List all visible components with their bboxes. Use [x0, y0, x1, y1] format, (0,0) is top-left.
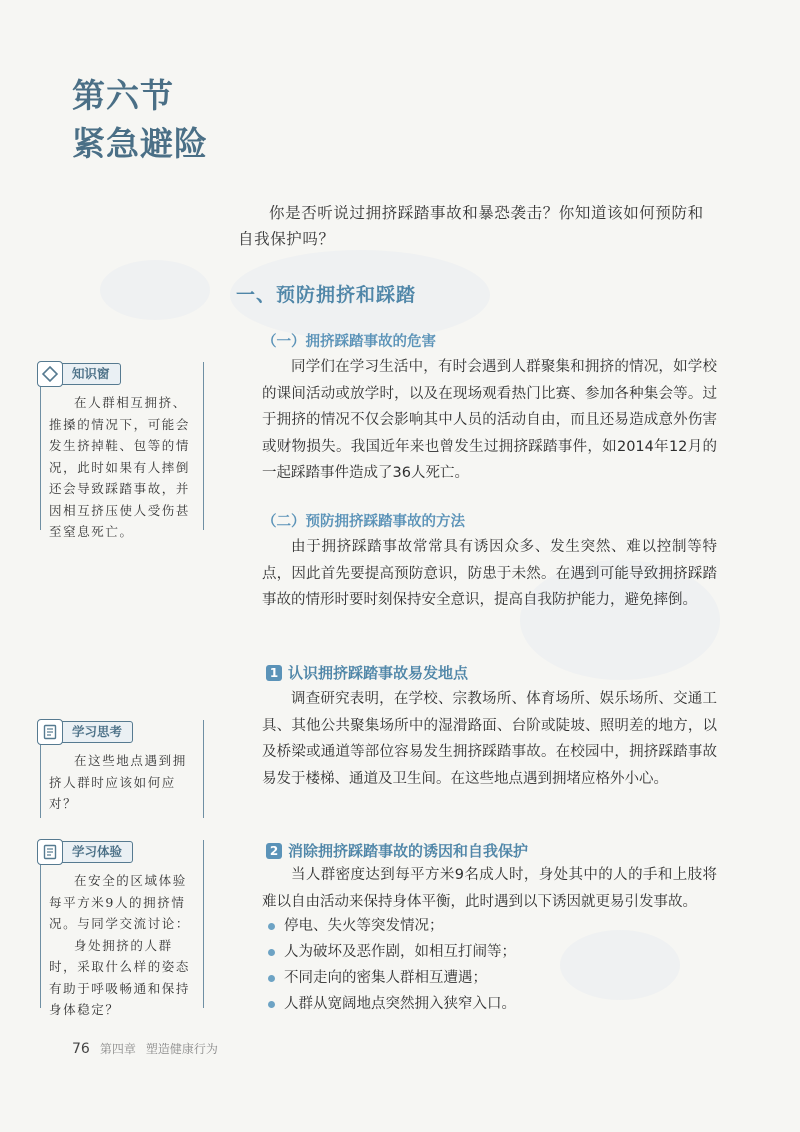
section-number: 第六节	[72, 76, 174, 115]
knowledge-box	[40, 362, 204, 539]
list-item: 停电、失火等突发情况；	[268, 913, 708, 939]
page-footer	[72, 1040, 218, 1057]
think-box-text: 在这些地点遇到拥挤人群时应该如何应对？	[49, 753, 187, 811]
point2-title: 消除拥挤踩踏事故的诱因和自我保护	[288, 842, 529, 860]
chapter-number: 第四章	[99, 1042, 136, 1056]
notebook-icon	[37, 839, 63, 865]
experience-box-text: 在安全的区域体验每平方米9人的拥挤情况。与同学交流讨论： 身处拥挤的人群时，采取什么样的姿态有助于呼吸畅通和保持身体稳定？	[49, 873, 191, 1017]
point1-title: 认识拥挤踩踏事故易发地点	[288, 664, 469, 682]
diamond-icon	[37, 361, 63, 387]
knowledge-box-text: 在人群相互拥挤、推搡的情况下，可能会发生挤掉鞋、包等的情况，此时如果有人摔倒还会导致踩踏事故，并因相互挤压使人受伤甚至窒息死亡。	[49, 395, 191, 539]
number-badge: 1	[266, 665, 282, 681]
list-item: 人为破坏及恶作剧，如相互打闹等；	[268, 939, 708, 965]
chapter-title: 塑造健康行为	[145, 1042, 218, 1056]
paragraph-causes: 当人群密度达到每平方米9名成人时，身处其中的人的手和上肢将难以自由活动来保持身体平衡，此时遇到以下诱因就更易引发事故。	[262, 867, 717, 910]
paragraph-prevention-methods: 由于拥挤踩踏事故常常具有诱因众多、发生突然、难以控制等特点，因此首先要提高预防意识，防患于未然。在遇到可能导致拥挤踩踏事故的情形时要时刻保持安全意识，提高自我防护能力，避免摔倒。	[262, 539, 717, 608]
intro-paragraph: 你是否听说过拥挤踩踏事故和暴恐袭击？你知道该如何预防和自我保护吗？	[238, 204, 704, 248]
page-number: 76	[72, 1041, 90, 1057]
subheading-prevention-methods: （二）预防拥挤踩踏事故的方法	[262, 514, 465, 530]
heading-prevent-crowding: 一、预防拥挤和踩踏	[236, 284, 417, 306]
experience-box	[40, 840, 204, 1017]
experience-box-label: 学习体验	[59, 841, 133, 863]
think-box-header	[37, 720, 203, 744]
section-title	[72, 72, 208, 168]
bullet-icon	[268, 975, 275, 982]
point1-heading	[266, 662, 468, 683]
paragraph-locations: 调查研究表明，在学校、宗教场所、体育场所、娱乐场所、交通工具、其他公共聚集场所中的湿滑路面、台阶或陡坡、照明差的地方，以及桥梁或通道等部位容易发生拥挤踩踏事故。在校园中，拥挤踩踏事故易发于楼梯、通道及卫生间。在这些地点遇到拥堵应格外小心。	[262, 691, 717, 787]
paragraph-hazards: 同学们在学习生活中，有时会遇到人群聚集和拥挤的情况，如学校的课间活动或放学时，以及在现场观看热门比赛、参加各种集会等。过于拥挤的情况不仅会影响其中人员的活动自由，而且还易造成意外伤害或财物损失。我国近年来也曾发生过拥挤踩踏事件，如2014年12月的一起踩踏事件造成了36人死亡。	[262, 359, 717, 481]
point2-heading	[266, 840, 528, 861]
section-name: 紧急避险	[72, 124, 208, 163]
experience-box-header	[37, 840, 203, 864]
knowledge-box-label: 知识窗	[59, 363, 121, 385]
causes-list	[268, 913, 708, 1017]
number-badge: 2	[266, 843, 282, 859]
notebook-icon	[37, 719, 63, 745]
list-item: 人群从宽阔地点突然拥入狭窄入口。	[268, 991, 708, 1017]
bullet-icon	[268, 949, 275, 956]
think-box-label: 学习思考	[59, 721, 133, 743]
background-texture	[100, 260, 210, 320]
subheading-hazards: （一）拥挤踩踏事故的危害	[262, 334, 436, 350]
knowledge-box-header	[37, 362, 203, 386]
think-box	[40, 720, 204, 818]
list-item: 不同走向的密集人群相互遭遇；	[268, 965, 708, 991]
bullet-icon	[268, 1001, 275, 1008]
bullet-icon	[268, 923, 275, 930]
